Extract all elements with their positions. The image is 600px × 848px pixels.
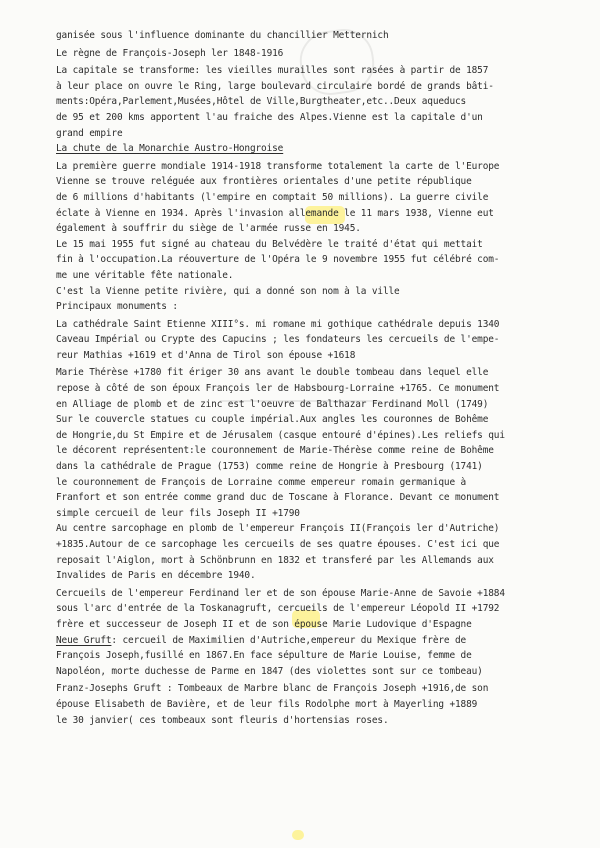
text-line: ments:Opéra,Parlement,Musées,Hôtel de Ville,Burgtheater,etc..Deux aqueducs xyxy=(56,96,467,108)
text-line: en Alliage de plomb et de zinc est l'oeuvre de Balthazar Ferdinand Moll (1749) xyxy=(56,398,489,410)
text-line: de 6 millions d'habitants (l'empire en comptait 50 millions). La guerre civile xyxy=(56,191,489,203)
text-line: le décorent représentent:le couronnement de Marie-Thérèse comme reine de Bohême xyxy=(56,445,494,457)
text-line: +1835.Autour de ce sarcophage les cercueils de ses quatre épouses. C'est ici que xyxy=(56,539,500,550)
text-line: épouse Elisabeth de Bavière, et de leur fils Rodolphe mort à Mayerling +1889 xyxy=(56,698,478,710)
text-line: également à souffrir du siège de l'armée russe en 1945. xyxy=(56,223,361,235)
neue-gruft-label: Neue Gruft xyxy=(56,634,112,646)
text-line: Vienne se trouve reléguée aux frontières orientales d'une petite république xyxy=(56,176,472,188)
text-line: C'est la Vienne petite rivière, qui a donné son nom à la ville xyxy=(56,285,400,297)
text-line: Napoléon, morte duchesse de Parme en 1847 (des violettes sont sur ce tombeau) xyxy=(56,665,483,677)
text-line: reur Mathias +1619 et d'Anna de Tirol son épouse +1618 xyxy=(56,349,356,361)
text-line: grand empire xyxy=(56,127,123,139)
neue-gruft-text: : cercueil de Maximilien d'Autriche,empereur du Mexique frère de xyxy=(111,634,467,646)
section-heading: La chute de la Monarchie Austro-Hongroise xyxy=(56,143,284,155)
text-line: La cathédrale Saint Etienne XIII°s. mi romane mi gothique cathédrale depuis 1340 xyxy=(56,318,500,330)
text-line: fin à l'occupation.La réouverture de l'Opéra le 9 novembre 1955 fut célébré com- xyxy=(56,254,500,266)
text-line: frère et successeur de Joseph II et de son épouse Marie Ludovique d'Espagne xyxy=(56,618,472,630)
text-line: de 95 et 200 kms apportent l'au fraiche des Alpes.Vienne est la capitale d'un xyxy=(56,111,483,123)
text-line: simple cercueil de leur fils Joseph II +1790 xyxy=(56,507,300,519)
text-line: sous l'arc d'entrée de la Toskanagruft, cercueils de l'empereur Léopold II +1792 xyxy=(56,603,500,615)
typed-text-block xyxy=(56,28,596,728)
text-line: reposait l'Aiglon, mort à Schönbrunn en 1832 et transferé par les Allemands aux xyxy=(56,554,494,566)
text-line: le 30 janvier( ces tombeaux sont fleuris d'hortensias roses. xyxy=(56,714,389,726)
text-line: Le règne de François-Joseph ler 1848-1916 xyxy=(56,47,284,59)
text-line: Caveau Impérial ou Crypte des Capucins ; les fondateurs les cercueils de l'empe- xyxy=(56,334,500,346)
text-line: Le 15 mai 1955 fut signé au chateau du Belvédère le traité d'état qui mettait xyxy=(56,238,483,250)
text-line: à leur place on ouvre le Ring, large boulevard circulaire bordé de grands bâti- xyxy=(56,80,494,92)
text-line: Franz-Josephs Gruft : Tombeaux de Marbre blanc de François Joseph +1916,de son xyxy=(56,683,489,695)
text-line: ganisée sous l'influence dominante du chancillier Metternich xyxy=(56,30,389,41)
text-line: me une véritable fête nationale. xyxy=(56,269,234,281)
text-line: Principaux monuments : xyxy=(56,301,178,313)
neue-gruft-line xyxy=(56,633,588,649)
text-line: Sur le couvercle statues cu couple impérial.Aux angles les couronnes de Bohême xyxy=(56,414,489,426)
text-line: Marie Thérèse +1780 fit ériger 30 ans avant le double tombeau dans lequel elle xyxy=(56,367,489,379)
text-line: Invalides de Paris en décembre 1940. xyxy=(56,570,256,582)
text-line: Cercueils de l'empereur Ferdinand ler et de son épouse Marie-Anne de Savoie +1884 xyxy=(56,587,505,599)
text-line: de Hongrie,du St Empire et de Jérusalem (casque entouré d'épines).Les reliefs qui xyxy=(56,429,505,441)
text-line: La capitale se transforme: les vieilles murailles sont rasées à partir de 1857 xyxy=(56,65,489,77)
text-line: éclate à Vienne en 1934. Après l'invasion allemande le 11 mars 1938, Vienne eut xyxy=(56,207,494,219)
text-line: Franfort et son entrée comme grand duc de Toscane à Florance. Devant ce monument xyxy=(56,492,500,504)
text-line: repose à côté de son époux François ler de Habsbourg-Lorraine +1765. Ce monument xyxy=(56,383,500,395)
text-line: le couronnement de François de Lorraine comme empereur romain germanique à xyxy=(56,476,467,488)
text-line: Au centre sarcophage en plomb de l'empereur François II(François ler d'Autriche) xyxy=(56,523,500,535)
text-line: dans la cathédrale de Prague (1753) comme reine de Hongrie à Presbourg (1741) xyxy=(56,461,483,473)
text-line: La première guerre mondiale 1914-1918 transforme totalement la carte de l'Europe xyxy=(56,160,500,172)
highlighter-mark xyxy=(292,830,304,840)
text-line: François Joseph,fusillé en 1867.En face sépulture de Marie Louise, femme de xyxy=(56,650,472,662)
